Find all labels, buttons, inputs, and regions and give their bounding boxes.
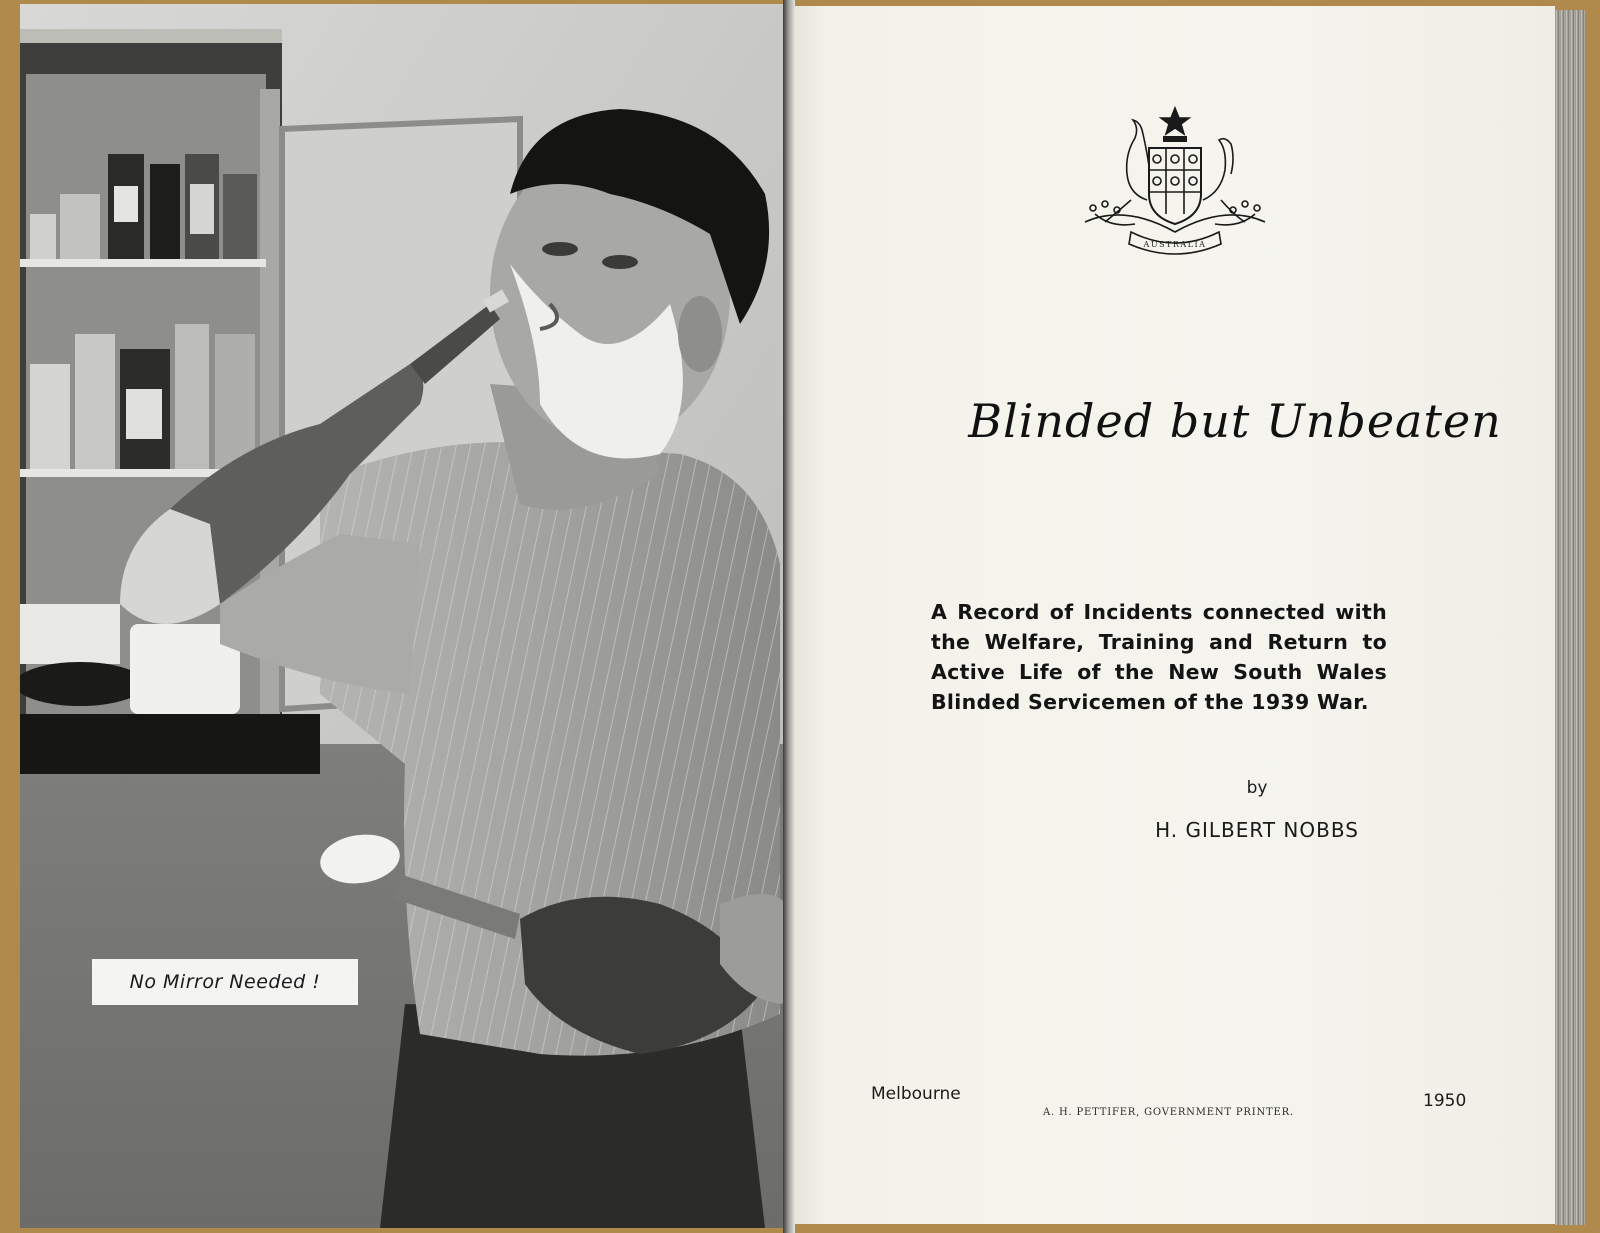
page-edges: [1555, 10, 1585, 1225]
printer-imprint: A. H. PETTIFER, GOVERNMENT PRINTER.: [1043, 1107, 1294, 1118]
crest-scroll-text: AUSTRALIA: [1143, 240, 1207, 249]
author-name: H. GILBERT NOBBS: [1155, 818, 1359, 842]
photo-illustration: [20, 4, 786, 1228]
book-subtitle: A Record of Incidents connected with the Welfare, Training and Return to Active Life of the New South Wales Blinded Servicemen of the 1939 War.: [931, 600, 1387, 714]
book-title: Blinded but Unbeaten: [968, 394, 1502, 448]
book-gutter: [783, 0, 795, 1233]
frontispiece-photo: [20, 4, 786, 1228]
title-page: [795, 6, 1555, 1224]
coat-of-arms-icon: [1075, 104, 1275, 262]
publication-year: 1950: [1423, 1091, 1467, 1111]
photo-caption-text: No Mirror Needed !: [129, 971, 321, 993]
by-line: by: [1246, 778, 1268, 798]
photo-caption: [92, 959, 358, 1005]
publication-place: Melbourne: [871, 1084, 961, 1104]
